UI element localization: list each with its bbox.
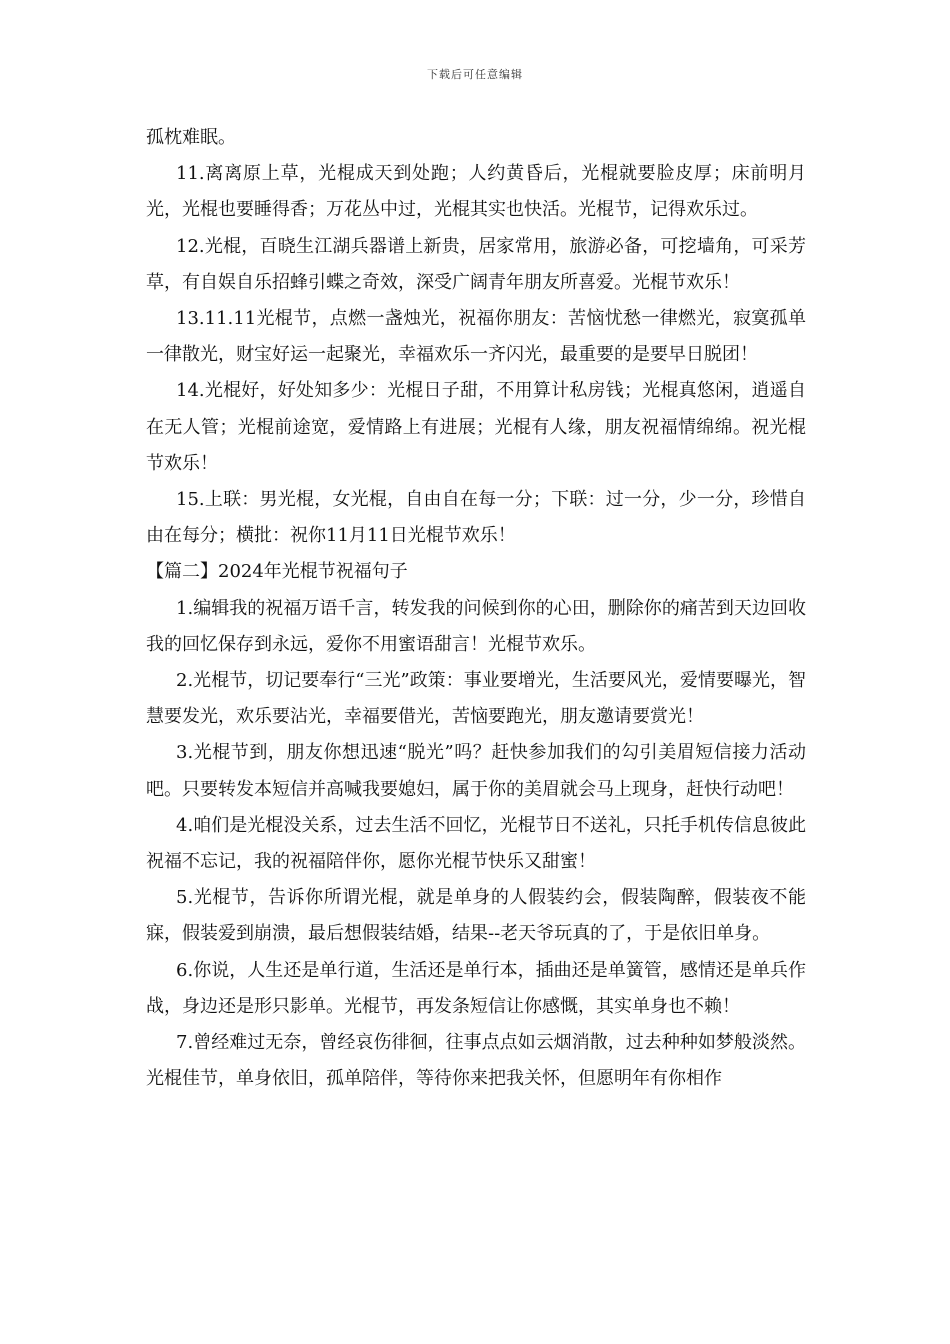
page-header: 下载后可任意编辑 bbox=[427, 68, 523, 81]
paragraph: 5.光棍节，告诉你所谓光棍，就是单身的人假装约会，假装陶醉，假装夜不能寐，假装爱到崩溃，最后想假装结婚，结果--老天爷玩真的了，于是依旧单身。 bbox=[146, 887, 806, 945]
paragraph: 3.光棍节到，朋友你想迅速“脱光”吗？赶快参加我们的勾引美眉短信接力活动吧。只要转发本短信并高喊我要媳妇，属于你的美眉就会马上现身，赶快行动吧！ bbox=[146, 742, 806, 800]
paragraph: 4.咱们是光棍没关系，过去生活不回忆，光棍节日不送礼，只托手机传信息彼此祝福不忘记，我的祝福陪伴你，愿你光棍节快乐又甜蜜！ bbox=[146, 814, 806, 873]
paragraph: 13.11.11光棍节，点燃一盏烛光，祝福你朋友：苦恼忧愁一律燃光，寂寞孤单一律散光，财宝好运一起聚光，幸福欢乐一齐闪光，最重要的是要早日脱团！ bbox=[146, 308, 806, 366]
paragraph: 14.光棍好，好处知多少：光棍日子甜，不用算计私房钱；光棍真悠闲，逍遥自在无人管；光棍前途宽，爱情路上有进展；光棍有人缘，朋友祝福情绵绵。祝光棍节欢乐！ bbox=[146, 380, 806, 474]
document-body bbox=[146, 120, 806, 1097]
section-heading: 【篇二】2024年光棍节祝福句子 bbox=[146, 561, 408, 583]
paragraph: 11.离离原上草，光棍成天到处跑；人约黄昏后，光棍就要脸皮厚；床前明月光，光棍也要睡得香；万花丛中过，光棍其实也快活。光棍节，记得欢乐过。 bbox=[146, 163, 806, 221]
paragraph: 6.你说，人生还是单行道，生活还是单行本，插曲还是单簧管，感情还是单兵作战，身边还是形只影单。光棍节，再发条短信让你感慨，其实单身也不赖！ bbox=[146, 959, 806, 1017]
paragraph: 1.编辑我的祝福万语千言，转发我的问候到你的心田，删除你的痛苦到天边回收我的回忆保存到永远，爱你不用蜜语甜言！光棍节欢乐。 bbox=[146, 597, 806, 655]
paragraph: 15.上联：男光棍，女光棍，自由自在每一分；下联：过一分，少一分，珍惜自由在每分；横批：祝你11月11日光棍节欢乐！ bbox=[146, 489, 806, 547]
paragraph: 12.光棍，百晓生江湖兵器谱上新贵，居家常用，旅游必备，可挖墙角，可采芳草，有自娱自乐招蜂引蝶之奇效，深受广阔青年朋友所喜爱。光棍节欢乐！ bbox=[146, 235, 806, 293]
paragraph: 2.光棍节，切记要奉行“三光”政策：事业要增光，生活要风光，爱情要曝光，智慧要发光，欢乐要沾光，幸福要借光，苦恼要跑光，朋友邀请要赏光！ bbox=[146, 670, 806, 728]
paragraph: 7.曾经难过无奈，曾经哀伤徘徊，往事点点如云烟消散，过去种种如梦般淡然。光棍佳节，单身依旧，孤单陪伴，等待你来把我关怀，但愿明年有你相作 bbox=[146, 1032, 806, 1090]
paragraph: 孤枕难眠。 bbox=[146, 127, 236, 148]
